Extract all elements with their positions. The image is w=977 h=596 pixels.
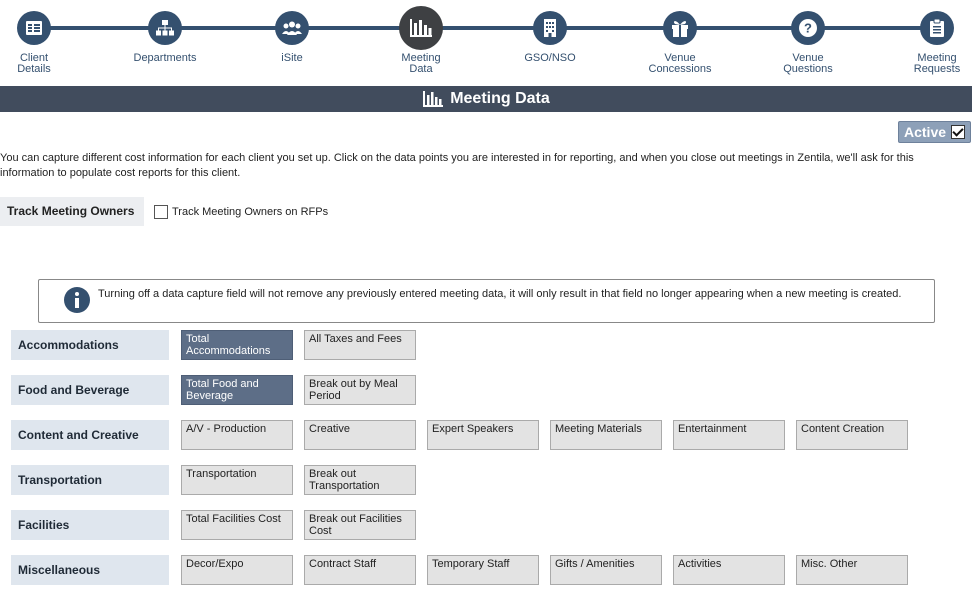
option-all-taxes-and-fees[interactable]: All Taxes and Fees <box>304 330 416 360</box>
notice-text: Turning off a data capture field will not remove any previously entered meeting data, it will only result in that field no longer appearing when a new meeting is created. <box>98 288 902 300</box>
track-owners-checkbox[interactable] <box>154 205 168 219</box>
step-label: Venue Concessions <box>648 52 712 75</box>
option-break-out-transportation[interactable]: Break out Transportation <box>304 465 416 495</box>
option-misc-other[interactable]: Misc. Other <box>796 555 908 585</box>
option-expert-speakers[interactable]: Expert Speakers <box>427 420 539 450</box>
step-label: Client Details <box>17 52 51 75</box>
intro-text: You can capture different cost information for each client you set up. Click on the data points you are interested in for reporting, and when you close out meetings in Zentila, we'll ask for this information to populate cost reports for this client. <box>0 152 914 179</box>
question-icon <box>791 11 825 45</box>
option-decor-expo[interactable]: Decor/Expo <box>181 555 293 585</box>
gift-icon <box>663 11 697 45</box>
step-label: GSO/NSO <box>524 52 576 64</box>
info-icon <box>64 287 90 313</box>
page-title: Meeting Data <box>450 90 550 107</box>
info-notice <box>38 279 935 323</box>
category-facilities: Facilities <box>11 510 169 540</box>
building-icon <box>533 11 567 45</box>
active-toggle[interactable] <box>898 121 971 143</box>
category-accommodations: Accommodations <box>11 330 169 360</box>
option-total-accommodations[interactable]: Total Accommodations <box>181 330 293 360</box>
option-gifts-amenities[interactable]: Gifts / Amenities <box>550 555 662 585</box>
active-label: Active <box>904 124 947 140</box>
option-entertainment[interactable]: Entertainment <box>673 420 785 450</box>
option-total-food-and-beverage[interactable]: Total Food and Beverage <box>181 375 293 405</box>
id-card-icon <box>17 11 51 45</box>
option-contract-staff[interactable]: Contract Staff <box>304 555 416 585</box>
org-chart-icon <box>148 11 182 45</box>
bar-chart-icon <box>399 6 443 50</box>
option-activities[interactable]: Activities <box>673 555 785 585</box>
option-transportation[interactable]: Transportation <box>181 465 293 495</box>
svg-text:?: ? <box>804 20 812 36</box>
track-owners-label: Track Meeting Owners <box>0 197 144 226</box>
category-miscellaneous: Miscellaneous <box>11 555 169 585</box>
option-creative[interactable]: Creative <box>304 420 416 450</box>
step-label: Venue Questions <box>783 52 833 75</box>
option-break-out-facilities-cost[interactable]: Break out Facilities Cost <box>304 510 416 540</box>
option-break-out-by-meal-period[interactable]: Break out by Meal Period <box>304 375 416 405</box>
option-temporary-staff[interactable]: Temporary Staff <box>427 555 539 585</box>
step-label: Meeting Data <box>401 52 441 75</box>
active-checkbox[interactable] <box>951 125 965 139</box>
users-icon <box>275 11 309 45</box>
track-owners-checkbox-label: Track Meeting Owners on RFPs <box>172 206 329 218</box>
track-owners-checkbox-row[interactable] <box>154 205 328 219</box>
option-av-production[interactable]: A/V - Production <box>181 420 293 450</box>
category-food-and-beverage: Food and Beverage <box>11 375 169 405</box>
step-label: Meeting Requests <box>913 52 961 75</box>
step-label: iSite <box>281 52 303 64</box>
step-label: Departments <box>133 52 197 64</box>
option-meeting-materials[interactable]: Meeting Materials <box>550 420 662 450</box>
bar-chart-icon <box>422 90 444 108</box>
progress-stepper <box>0 0 977 86</box>
option-content-creation[interactable]: Content Creation <box>796 420 908 450</box>
section-header <box>0 86 972 112</box>
category-transportation: Transportation <box>11 465 169 495</box>
clipboard-icon <box>920 11 954 45</box>
category-content-and-creative: Content and Creative <box>11 420 169 450</box>
option-total-facilities-cost[interactable]: Total Facilities Cost <box>181 510 293 540</box>
